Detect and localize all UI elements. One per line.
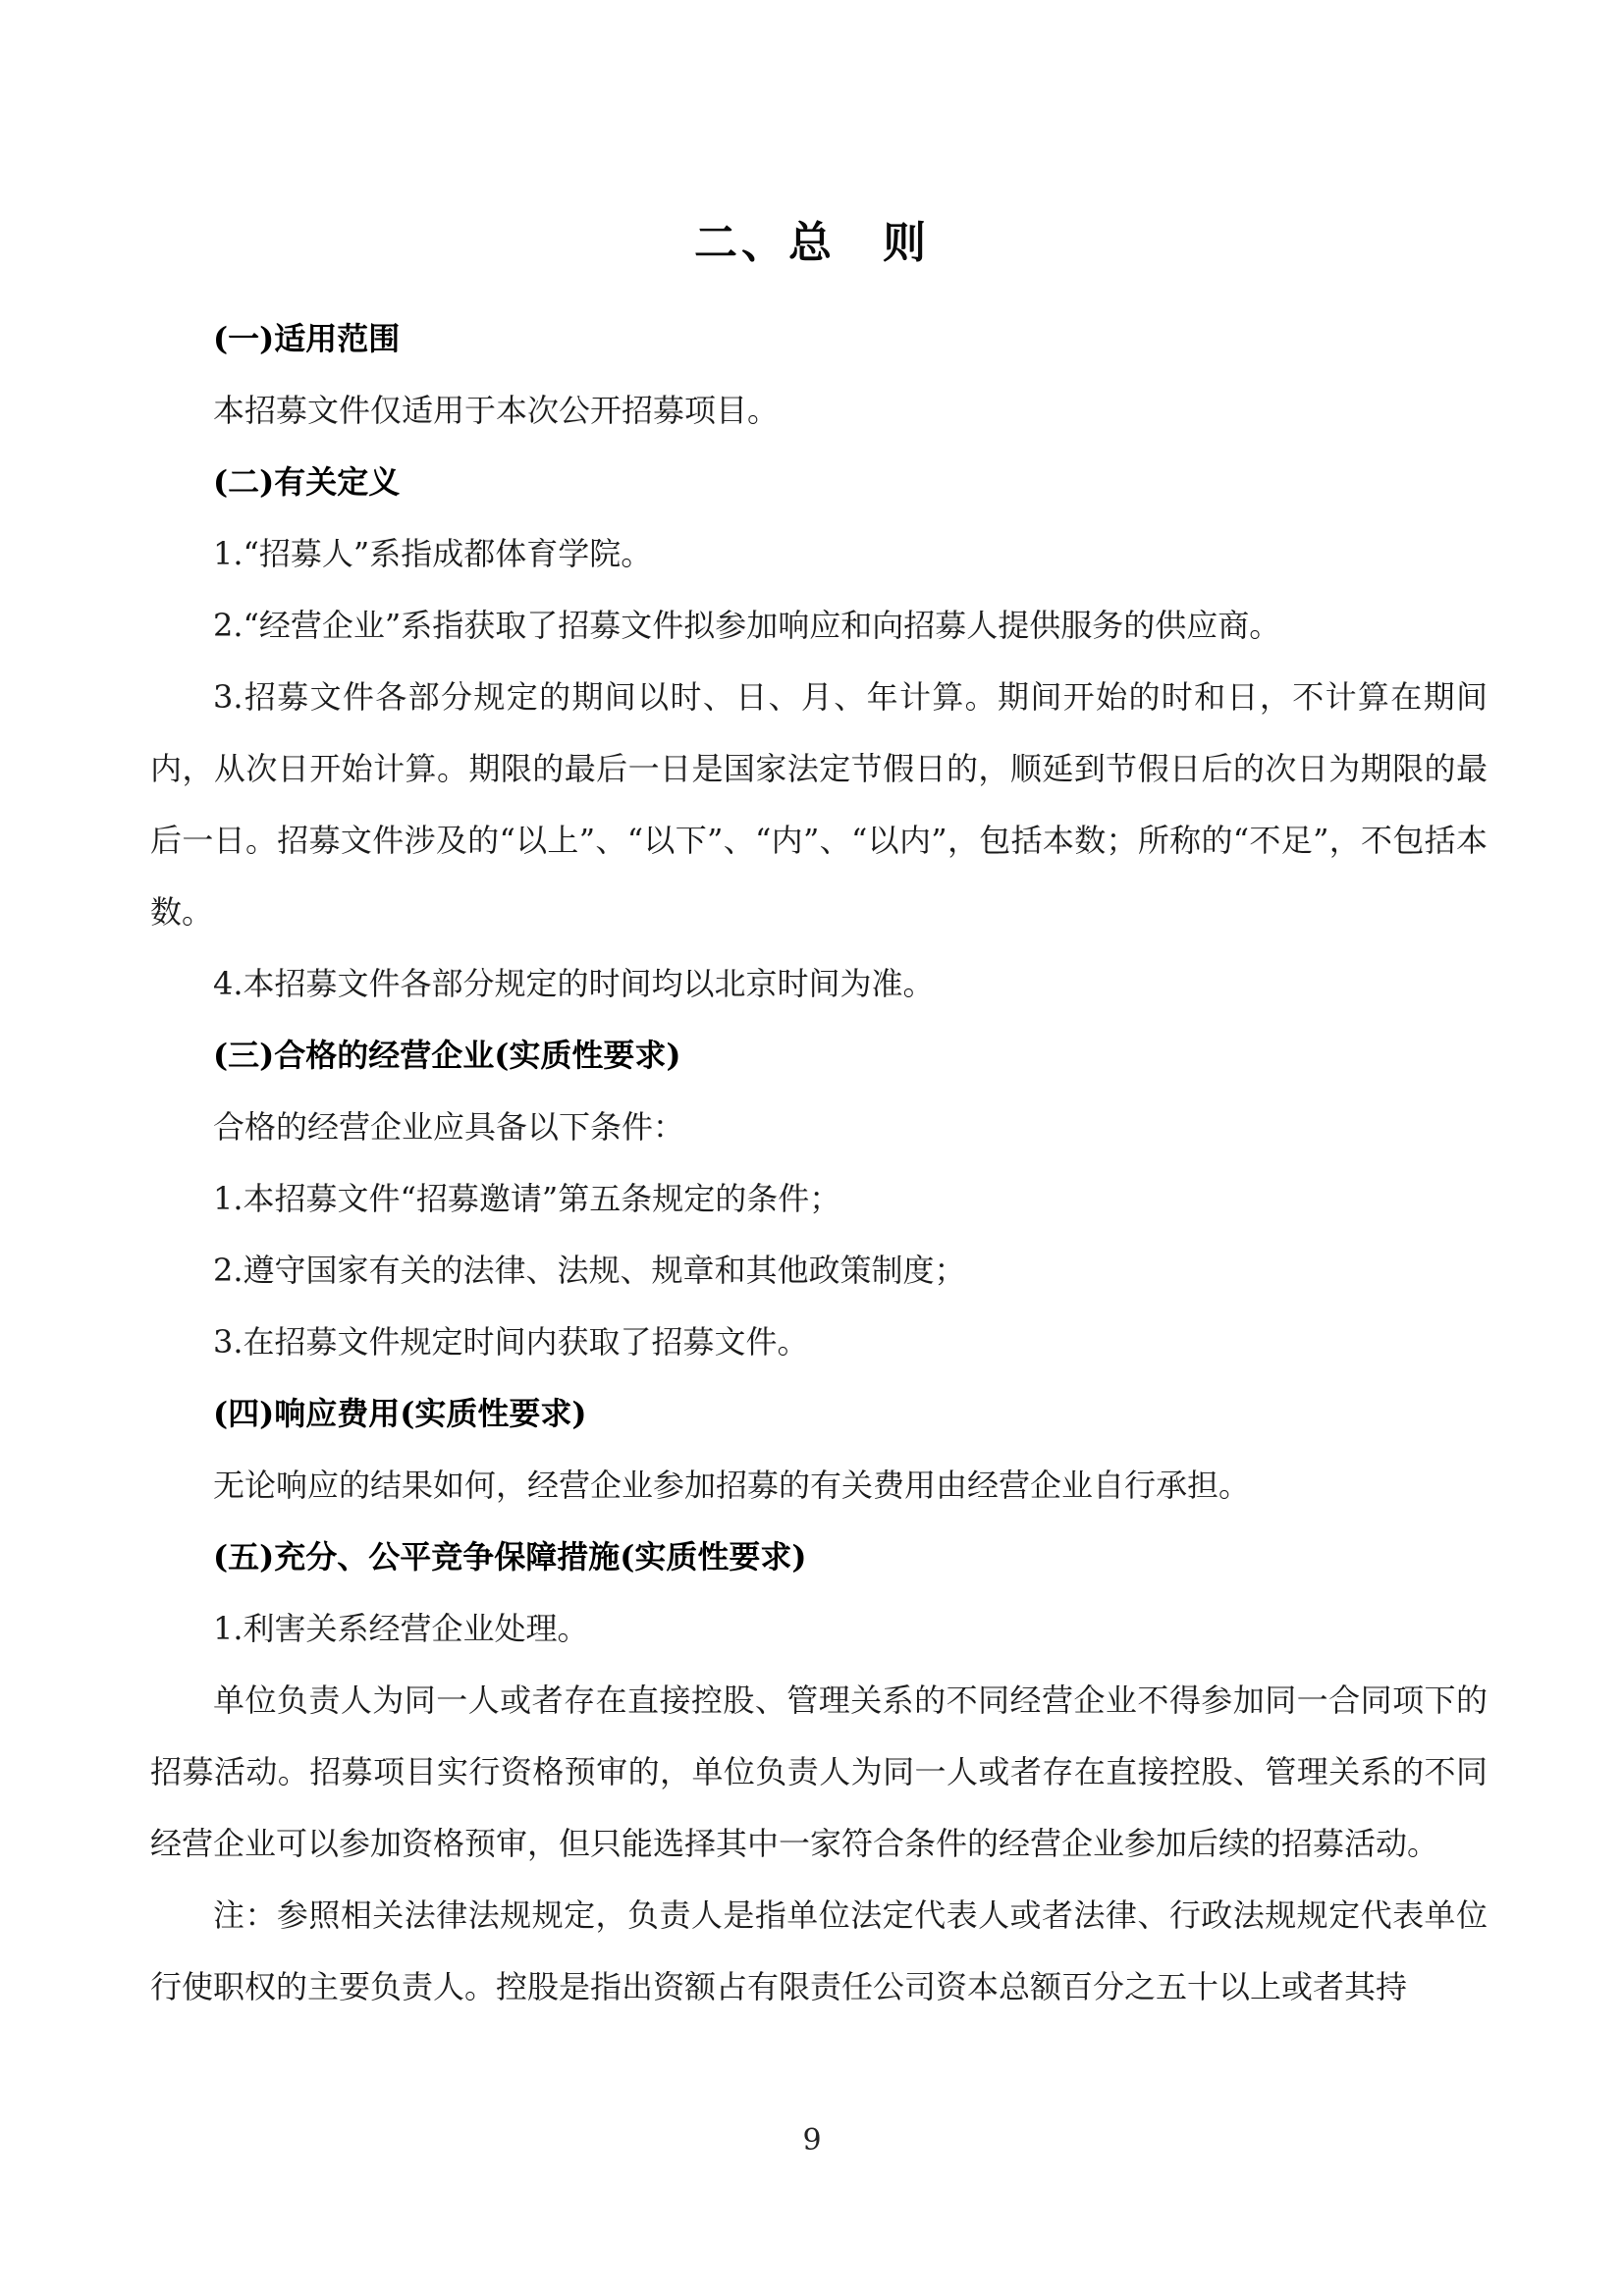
body-paragraph: 1.“招募人”系指成都体育学院。 — [213, 535, 653, 572]
body-paragraph: 本招募文件仅适用于本次公开招募项目。 — [213, 392, 780, 429]
section-heading: (三)合格的经营企业(实质性要求) — [213, 1037, 681, 1074]
body-paragraph: 注：参照相关法律法规规定，负责人是指单位法定代表人或者法律、行政法规规定代表单位行使职权的主要负责人。控股是指出资额占有限责任公司资本总额百分之五十以上或者其持 — [150, 1896, 1488, 2005]
body-paragraph: 2.遵守国家有关的法律、法规、规章和其他政策制度； — [213, 1252, 966, 1289]
body-paragraph: 合格的经营企业应具备以下条件： — [213, 1108, 685, 1146]
body-paragraph: 单位负责人为同一人或者存在直接控股、管理关系的不同经营企业不得参加同一合同项下的招募活动。招募项目实行资格预审的，单位负责人为同一人或者存在直接控股、管理关系的不同经营企业可以参加资格预审，但只能选择其中一家符合条件的经营企业参加后续的招募活动。 — [150, 1682, 1488, 1862]
body-paragraph: 1.本招募文件“招募邀请”第五条规定的条件； — [213, 1180, 841, 1217]
body-paragraph: 2.“经营企业”系指获取了招募文件拟参加响应和向招募人提供服务的供应商。 — [213, 607, 1281, 644]
section-heading: (一)适用范围 — [213, 320, 401, 357]
body-paragraph: 3.在招募文件规定时间内获取了招募文件。 — [213, 1323, 809, 1361]
body-paragraph: 3.招募文件各部分规定的期间以时、日、月、年计算。期间开始的时和日，不计算在期间内，从次日开始计算。期限的最后一日是国家法定节假日的，顺延到节假日后的次日为期限的最后一日。招募文件涉及的“以上”、“以下”、“内”、“以内”，包括本数；所称的“不足”，不包括本数。 — [150, 678, 1488, 931]
page-number: 9 — [802, 2123, 822, 2158]
section-heading: (五)充分、公平竞争保障措施(实质性要求) — [213, 1538, 807, 1575]
section-heading: (四)响应费用(实质性要求) — [213, 1395, 587, 1432]
document-body — [150, 303, 1488, 2023]
body-paragraph: 1.利害关系经营企业处理。 — [213, 1610, 589, 1647]
body-paragraph: 无论响应的结果如何，经营企业参加招募的有关费用由经营企业自行承担。 — [213, 1467, 1251, 1504]
page-title: 二、总 则 — [694, 218, 930, 268]
body-paragraph: 4.本招募文件各部分规定的时间均以北京时间为准。 — [213, 965, 935, 1002]
section-heading: (二)有关定义 — [213, 463, 401, 501]
